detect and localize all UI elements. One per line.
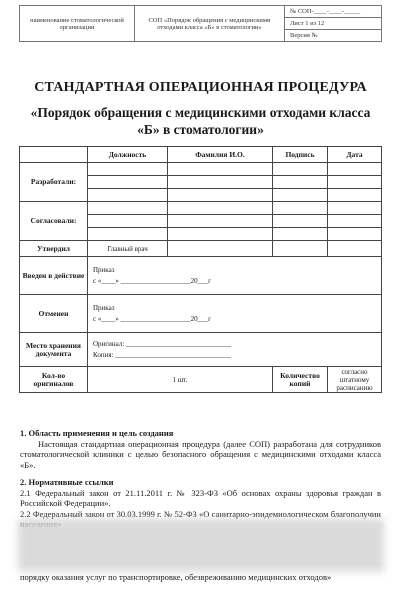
document-header	[19, 5, 382, 42]
section-2-title: 2. Нормативные ссылки	[20, 477, 114, 487]
copy-line: Копия: _________________________________	[93, 351, 231, 359]
col-position: Должность	[88, 147, 168, 163]
copies-count: согласно штатному расписанию	[328, 367, 382, 393]
col-signature: Подпись	[273, 147, 328, 163]
agreed-label: Согласовали:	[20, 202, 88, 241]
col-name: Фамилия И.О.	[168, 147, 273, 163]
order-date-line: с «____» ____________________20___г	[93, 277, 211, 285]
document-body	[20, 428, 381, 530]
sop-title-cell: СОП «Порядок обращения с медицинскими отходами класса «Б» в стоматологии»	[135, 6, 285, 42]
document-subtitle: «Порядок обращения с медицинскими отходами класса «Б» в стоматологии»	[30, 105, 371, 137]
cancelled-order	[88, 295, 382, 333]
copies-count-label: Количество копий	[273, 367, 328, 393]
sheet-number: Лист 1 из 12	[285, 18, 382, 30]
storage-fields	[88, 333, 382, 367]
approved-label: Утвердил	[20, 241, 88, 257]
sop-number: № СОП-____-____-_____	[285, 6, 382, 18]
order-label: Приказ	[93, 266, 115, 274]
storage-label: Место хранения документа	[20, 333, 88, 367]
originals-count: 1 шт.	[88, 367, 273, 393]
order-date-line: с «____» ____________________20___г	[93, 315, 211, 323]
section-1-title: 1. Область применения и цель создания	[20, 428, 174, 438]
approved-position: Главный врач	[88, 241, 168, 257]
header-empty-cell	[20, 147, 88, 163]
originals-count-label: Кол-во оригиналов	[20, 367, 88, 393]
developed-label: Разработали:	[20, 163, 88, 202]
section-1-text: Настоящая стандартная операционная процедура (далее СОП) разработана для сотрудников стоматологической клиники с целью безопасного обращения с медицинскими отходами класса «Б».	[20, 438, 381, 470]
section-2-1: 2.1 Федеральный закон от 21.11.2011 г. № 323-ФЗ «Об основах охраны здоровья граждан в Российской Федерации».	[20, 487, 381, 508]
introduced-order	[88, 257, 382, 295]
col-date: Дата	[328, 147, 382, 163]
cancelled-label: Отменен	[20, 295, 88, 333]
section-2-2: 2.2 Федеральный закон от 30.03.1999 г. № 52-ФЗ «О санитарно-эпидемиологическом благополучии	[20, 508, 381, 519]
approval-table	[19, 146, 382, 393]
introduced-label: Введен в действие	[20, 257, 88, 295]
organization-name: наименование стоматологической организации	[20, 6, 135, 42]
original-line: Оригинал: ______________________________	[93, 340, 232, 348]
blurred-text-area	[18, 520, 384, 572]
document-title: СТАНДАРТНАЯ ОПЕРАЦИОННАЯ ПРОЦЕДУРА	[34, 80, 367, 95]
version-number: Версия №	[285, 30, 382, 42]
last-visible-line: порядку оказания услуг по транспортировке, обезвреживанию медицинских отходов»	[20, 572, 332, 582]
order-label: Приказ	[93, 304, 115, 312]
